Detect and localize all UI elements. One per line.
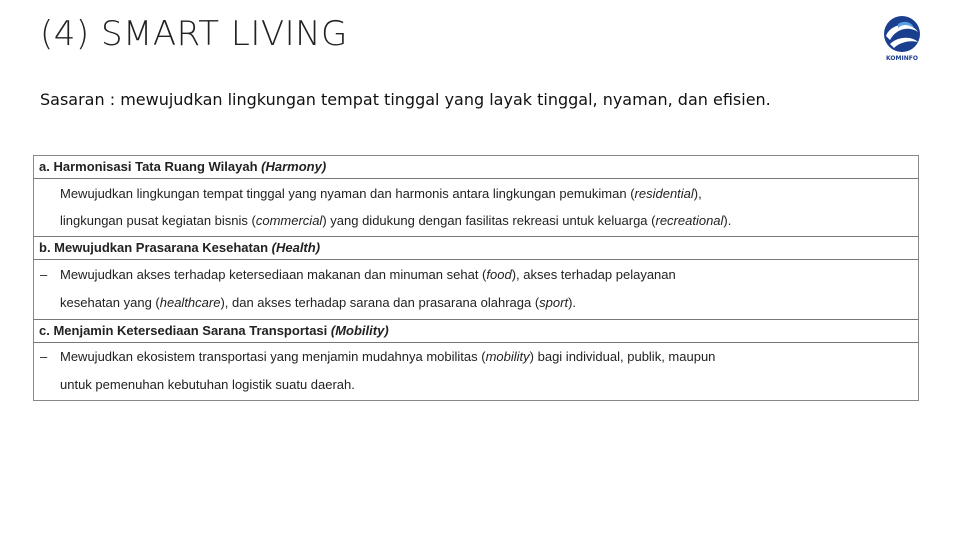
section-c-line-2: untuk pemenuhan kebutuhan logistik suatu daerah. [60, 377, 355, 392]
intro-body: : mewujudkan lingkungan tempat tinggal yang layak tinggal, nyaman, dan efisien. [104, 90, 771, 109]
section-a-title-em: (Harmony) [261, 159, 327, 174]
section-a-title: a. Harmonisasi Tata Ruang Wilayah [39, 159, 262, 174]
section-a-heading [34, 156, 918, 179]
intro-label: Sasaran [40, 90, 105, 109]
section-b-dash: – [40, 267, 48, 282]
section-c-heading [34, 320, 918, 343]
logo-text: KOMINFO [886, 55, 918, 62]
section-b-title: b. Mewujudkan Prasarana Kesehatan [39, 240, 272, 255]
section-c-title: c. Menjamin Ketersediaan Sarana Transportasi [39, 323, 331, 338]
section-a-line-1: Mewujudkan lingkungan tempat tinggal yang nyaman dan harmonis antara lingkungan pemukiman (residential), [60, 186, 702, 201]
page-title: (4) SMART LIVING [40, 14, 348, 54]
goals-table [33, 155, 919, 401]
section-c-title-em: (Mobility) [330, 323, 389, 338]
section-a-line-2: lingkungan pusat kegiatan bisnis (commercial) yang didukung dengan fasilitas rekreasi untuk keluarga (recreational). [60, 213, 732, 228]
section-b-line-2: kesehatan yang (healthcare), dan akses terhadap sarana dan prasarana olahraga (sport). [60, 295, 577, 310]
section-c-dash: – [40, 349, 48, 364]
intro-text [40, 90, 771, 109]
section-b-heading [34, 237, 918, 260]
section-b-title-em: (Health) [271, 240, 321, 255]
section-c-line-1: Mewujudkan ekosistem transportasi yang menjamin mudahnya mobilitas (mobility) bagi individual, publik, maupun [60, 349, 716, 364]
section-b-line-1: Mewujudkan akses terhadap ketersediaan makanan dan minuman sehat (food), akses terhadap pelayanan [60, 267, 676, 282]
